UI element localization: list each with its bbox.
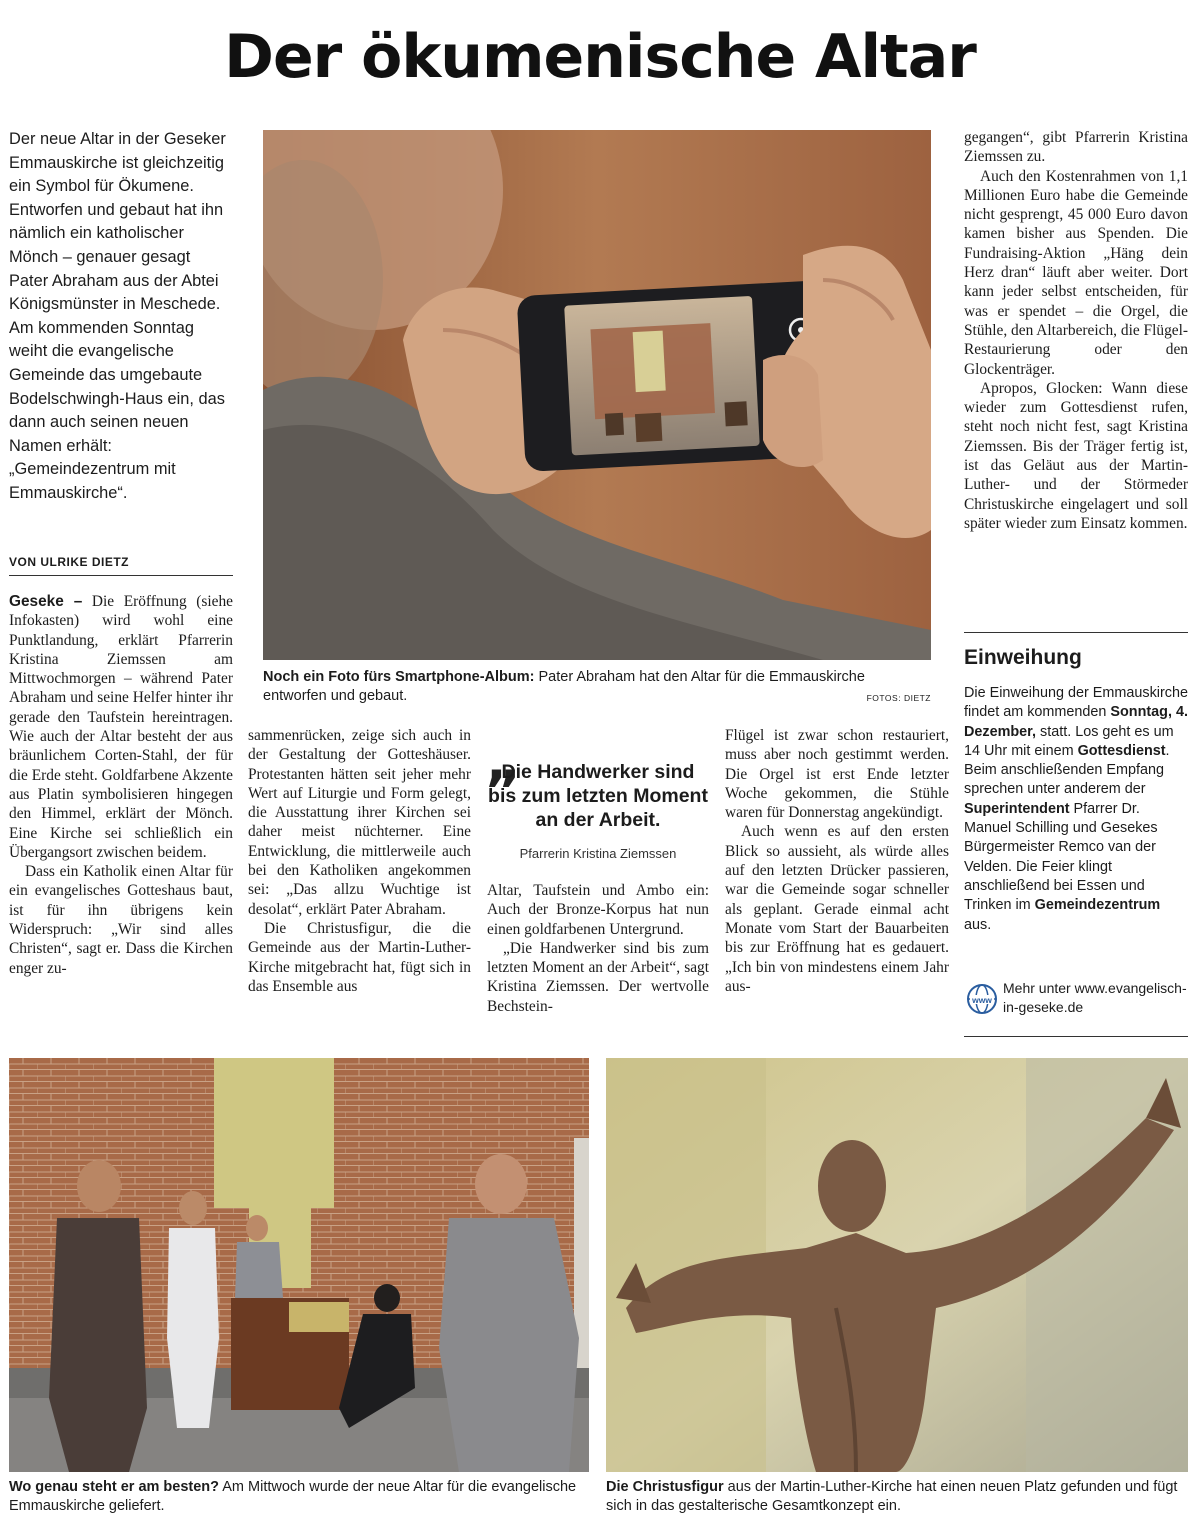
infobox-venue: Gemeindezentrum xyxy=(1034,897,1161,914)
christ-figure-photo-caption xyxy=(606,1478,1188,1516)
col4-paragraph-1: Flügel ist zwar schon restauriert, muss aber noch gestimmt werden. Die Orgel ist erst Ende letzter Woche gekommen, die Stühle waren für Donnerstag angekündigt. xyxy=(725,727,949,822)
col5-paragraph-1: Auch den Kostenrahmen von 1,1 Millionen Euro habe die Gemeinde nicht gesprengt, 45 000 Euro davon kamen bisher aus Spenden. Die Fundraising-Aktion „Häng dein Herz dran“ läuft aber weiter. Dort kann jeder selbst entscheiden, für was er spendet – die Orgel, die Stühle, den Altarbereich, die Flügel-Restaurierung oder den Glockenträger. xyxy=(964,167,1188,378)
pull-quote: Die Handwerker sind bis zum letzten Moment an der Arbeit. xyxy=(488,761,708,831)
col2-paragraph-2: Die Christusfigur, die die Gemeinde aus der Martin-Luther-Kirche mitgebracht hat, fügt sich in das Ensemble aus xyxy=(248,919,471,995)
quote-mark-icon: „ xyxy=(485,729,522,794)
dateline: Geseke – xyxy=(9,593,83,610)
col5-paragraph-2: Apropos, Glocken: Wann diese wieder zum Gottesdienst rufen, steht noch nicht fest, sagt Kristina Ziemssen. Bis der Träger fertig ist, ist das Geläut aus der Martin-Luther- und der Störmeder Christuskirche eingelagert und soll später wieder zum Einsatz kommen. xyxy=(964,379,1188,532)
main-photo xyxy=(263,130,931,660)
infobox-top-rule xyxy=(964,632,1188,633)
article-column-3 xyxy=(487,881,709,1016)
photo-credit: FOTOS: DIETZ xyxy=(866,693,931,703)
infobox-text-3: . Beim anschließenden Empfang sprechen unter anderem der xyxy=(964,742,1170,798)
article-column-1 xyxy=(9,592,233,978)
pull-quote-source: Pfarrerin Kristina Ziemssen xyxy=(519,846,677,861)
globe-icon xyxy=(966,983,998,1015)
caption-lead: Noch ein Foto fürs Smartphone-Album: xyxy=(263,669,535,685)
col3-paragraph-2: „Die Handwerker sind bis zum letzten Moment an der Arbeit“, sagt Kristina Ziemssen. Der wertvolle Bechstein- xyxy=(487,939,709,1015)
website-link[interactable]: Mehr unter www.evangelisch-in-geseke.de xyxy=(1003,980,1187,1015)
infobox-text-4: Pfarrer Dr. Manuel Schilling und Gesekes Bürgermeister Remco van der Velden. Die Feier klingt anschließend bei Essen und Trinken im xyxy=(964,800,1158,914)
headline: Der ökumenische Altar xyxy=(224,22,976,92)
infobox-text-5: aus. xyxy=(964,916,992,933)
delivery-photo xyxy=(9,1058,589,1472)
col4-paragraph-2: Auch wenn es auf den ersten Blick so aussieht, als würde alles auf den letzten Drücker passieren, war die Gemeinde sogar schneller als geplant. Gerade einmal acht Monate vom Start der Bauarbeiten bis zur Eröffnung hat es gedauert. „Ich bin von mindestens einem Jahr aus- xyxy=(725,823,949,995)
infobox-text xyxy=(964,684,1188,935)
infobox-text-1: Die Einweihung der Emmauskirche findet am kommenden xyxy=(964,685,1188,721)
web-icon-label: www xyxy=(972,995,992,1005)
article-column-4 xyxy=(725,726,949,996)
byline: VON ULRIKE DIETZ xyxy=(9,555,233,576)
article-column-2 xyxy=(248,726,471,996)
infobox-service: Gottesdienst xyxy=(1077,742,1166,759)
col2-paragraph-1: sammenrücken, zeige sich auch in der Gestaltung der Gotteshäuser. Protestanten hätten seit jeher mehr Wert auf Liturgie und Form gelegt, die Ausstattung ihrer Kirchen sei daher meist nüchterner. Eine Entwicklung, die mittlerweile auch bei den Katholiken angekommen sei: „Das allzu Wuchtige ist desolat“, erklärt Pater Abraham. xyxy=(248,727,471,918)
infobox-date: Sonntag, 4. Dezember, xyxy=(964,704,1188,740)
infobox-bottom-rule xyxy=(964,1036,1188,1037)
lead-paragraph: Der neue Altar in der Geseker Emmauskirche ist gleichzeitig ein Symbol für Ökumene. Entworfen und gebaut hat ihn nämlich ein katholischer Mönch – genauer gesagt Pater Abraham aus der Abtei Königsmünster in Meschede. Am kommenden Sonntag weiht die evangelische Gemeinde das umgebaute Bodelschwingh-Haus ein, das dann auch seinen neuen Namen erhält: „Gemeindezentrum mit Emmauskirche“. xyxy=(9,130,226,502)
caption-text: Am Mittwoch wurde der neue Altar für die evangelische Emmauskirche geliefert. xyxy=(9,1479,577,1514)
col1-paragraph-2: Dass ein Katholik einen Altar für ein evangelisches Gotteshaus baut, ist für ihn übrigens kein Widerspruch: „Wir sind alles Christen“, sagt er. Dass die Kirchen enger zu- xyxy=(9,863,233,977)
caption-text: aus der Martin-Luther-Kirche hat einen neuen Platz gefunden und fügt sich in das gestalterische Gesamtkonzept ein. xyxy=(606,1479,1178,1514)
col5-paragraph-0: gegangen“, gibt Pfarrerin Kristina Ziemssen zu. xyxy=(964,129,1188,166)
caption-lead: Die Christusfigur xyxy=(606,1479,724,1495)
article-column-5 xyxy=(964,128,1188,533)
infobox-text-2: statt. Los geht es um 14 Uhr mit einem xyxy=(964,723,1174,759)
col3-paragraph-1: Altar, Taufstein und Ambo ein: Auch der Bronze-Korpus hat nun einen goldfarbenen Untergrund. xyxy=(487,882,709,938)
infobox-role: Superintendent xyxy=(964,800,1070,817)
delivery-photo-caption xyxy=(9,1478,589,1516)
caption-lead: Wo genau steht er am besten? xyxy=(9,1479,220,1495)
caption-text: Pater Abraham hat den Altar für die Emmauskirche entworfen und gebaut. xyxy=(263,669,865,704)
christ-figure-photo xyxy=(606,1058,1188,1472)
col1-paragraph-1: Die Eröffnung (siehe Infokasten) wird wohl eine Punktlandung, erklärt Pfarrerin Kristina Ziemssen am Mittwochmorgen – während Pater Abraham und seine Helfer hinter ihr gerade den Taufstein hereintragen. Wie auch der Altar besteht der aus bräunlichem Corten-Stahl, der für die Erde steht. Goldfarbene Akzente aus Platin symbolisieren hingegen den Himmel, erklärt der Mönch. Eine Kirche sei schließlich ein Übergangsort zwischen beidem. xyxy=(9,593,233,861)
infobox-title: Einweihung xyxy=(964,646,1082,669)
